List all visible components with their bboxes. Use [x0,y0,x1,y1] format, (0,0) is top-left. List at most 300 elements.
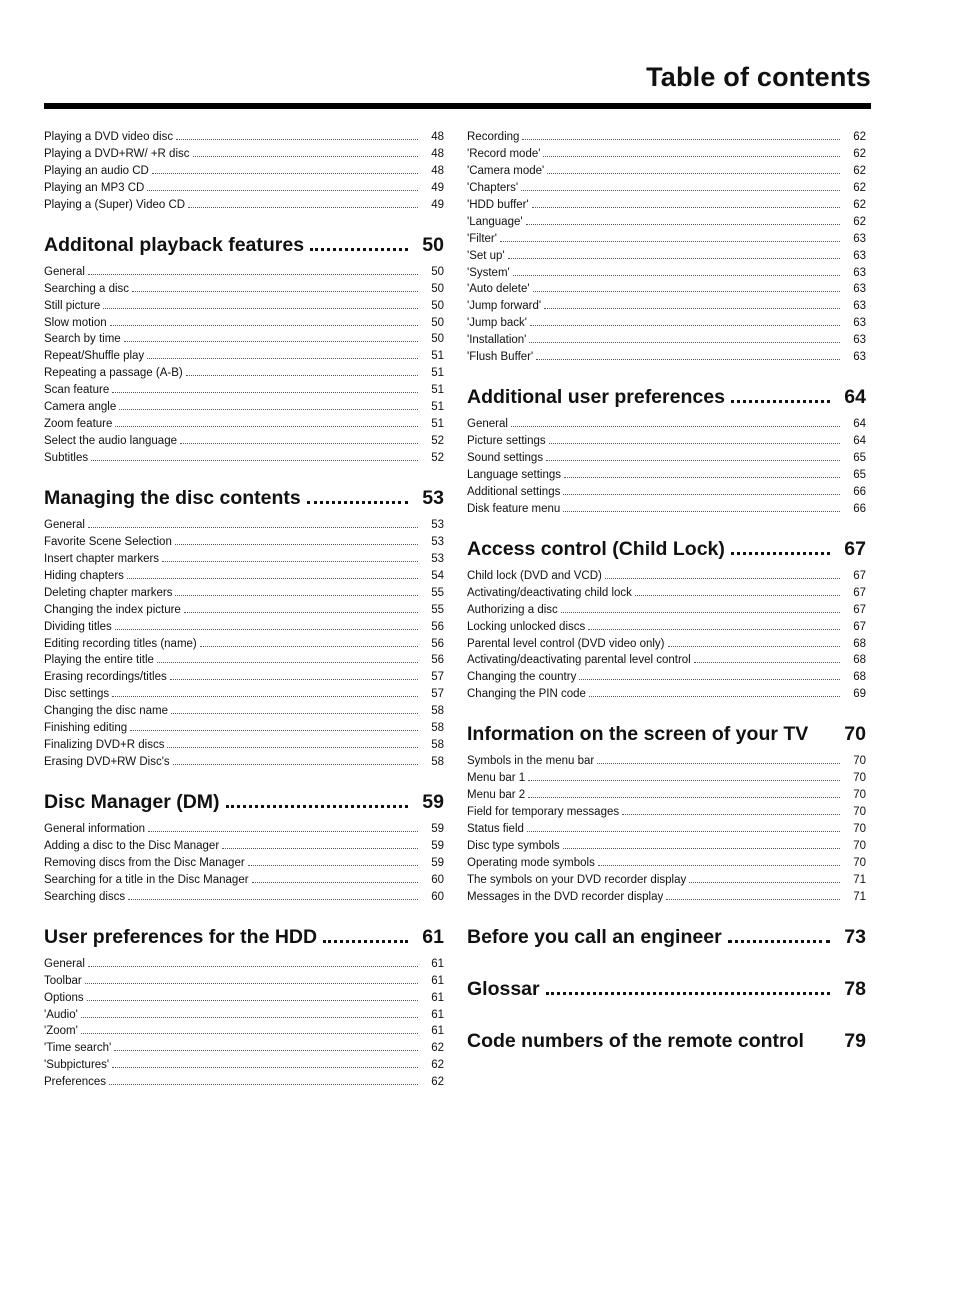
dot-leader [119,408,418,410]
toc-entry-page: 49 [431,181,444,194]
dot-leader [112,695,418,697]
dot-leader [605,577,840,579]
toc-entry-page: 51 [431,384,444,397]
toc-entry-page: 62 [853,147,866,160]
toc-entry[interactable] [467,770,866,787]
toc-entry-label: Erasing DVD+RW Disc's [44,756,170,769]
toc-entry[interactable] [467,332,866,349]
toc-entry-page: 70 [853,856,866,869]
dot-leader [147,189,418,191]
toc-entry-page: 50 [431,265,444,278]
section-dot-leader [307,499,409,504]
toc-entry-page: 58 [431,756,444,769]
toc-entry[interactable] [44,669,444,686]
toc-entry[interactable] [44,534,444,551]
toc-entry[interactable] [467,298,866,315]
toc-entry[interactable] [44,1057,444,1074]
toc-entry[interactable] [44,416,444,433]
toc-entry-page: 56 [431,620,444,633]
toc-entry-page: 65 [853,468,866,481]
section-page: 78 [844,977,866,1000]
toc-entry-label: Search by time [44,333,121,346]
toc-entry[interactable] [44,129,444,146]
toc-entry-page: 62 [431,1076,444,1089]
dot-leader [248,864,418,866]
toc-entry-page: 62 [853,164,866,177]
toc-entry-label: General [467,418,508,431]
section-title: Additonal playback features [44,233,305,256]
section-dot-leader [808,738,844,740]
dot-leader [162,560,418,562]
dot-leader [127,577,418,579]
dot-leader [186,374,418,376]
toc-entry[interactable] [467,416,866,433]
toc-entry-label: Editing recording titles (name) [44,637,197,650]
dot-leader [564,476,840,478]
toc-entry-label: Playing an MP3 CD [44,181,145,194]
toc-entry-page: 68 [853,654,866,667]
section-page: 73 [844,925,866,948]
toc-entry[interactable] [467,804,866,821]
toc-entry-page: 63 [853,317,866,330]
spacer [467,1002,866,1028]
dot-leader [85,982,418,984]
toc-entry-label: Sound settings [467,452,544,464]
toc-entry-page: 58 [431,705,444,718]
toc-entry-page: 57 [431,671,444,684]
dot-leader [81,1032,418,1034]
toc-entry[interactable] [44,737,444,754]
toc-entry[interactable] [44,382,444,399]
toc-entry[interactable] [467,197,866,214]
toc-entry[interactable] [467,349,866,366]
toc-entry[interactable] [44,146,444,163]
toc-entry-label: General [44,957,85,970]
dot-leader [88,965,418,967]
toc-entry-label: 'Jump back' [467,317,527,330]
toc-entry[interactable] [467,433,866,450]
dot-leader [522,138,840,140]
toc-entry[interactable] [44,517,444,534]
toc-entry[interactable] [44,973,444,990]
dot-leader [561,611,840,613]
dot-leader [543,155,840,157]
section-title: User preferences for the HDD [44,925,318,948]
toc-entry-label: Playing the entire title [44,654,154,667]
toc-entry-page: 53 [431,518,444,531]
toc-entry[interactable] [44,331,444,348]
dot-leader [536,358,840,360]
section-page: 61 [422,925,444,948]
toc-entry-page: 63 [853,300,866,313]
toc-entry[interactable] [467,467,866,484]
dot-leader [175,543,418,545]
dot-leader [173,763,418,765]
toc-entry-label: Repeating a passage (A-B) [44,367,183,380]
toc-entry[interactable] [44,1040,444,1057]
toc-entry[interactable] [44,399,444,416]
dot-leader [112,1066,418,1068]
toc-entry-page: 70 [853,755,866,768]
section-dot-leader [731,550,830,555]
section-dot-leader [546,990,831,995]
toc-entry[interactable] [44,652,444,669]
toc-entry-label: Messages in the DVD recorder display [467,890,664,903]
toc-section-heading[interactable] [44,232,444,258]
dot-leader [115,628,418,630]
toc-section-heading[interactable] [467,1028,866,1054]
toc-entry-label: 'Filter' [467,232,497,245]
toc-entry-label: Playing a DVD video disc [44,131,174,143]
dot-leader [147,357,418,359]
dot-leader [513,274,840,276]
toc-column-left [44,129,444,1091]
toc-entry-page: 50 [431,299,444,312]
toc-entry[interactable] [467,652,866,669]
section-page: 64 [844,386,866,409]
dot-leader [668,645,840,647]
toc-entry-label: Field for temporary messages [467,806,620,819]
toc-entry[interactable] [467,180,866,197]
toc-entry-page: 67 [853,620,866,633]
toc-entry-page: 62 [853,198,866,211]
dot-leader [546,459,840,461]
toc-entry[interactable] [44,703,444,720]
toc-entry[interactable] [467,602,866,619]
toc-entry-page: 69 [853,688,866,701]
toc-entry[interactable] [44,281,444,298]
toc-entry[interactable] [467,838,866,855]
section-dot-leader [323,938,408,943]
toc-entry-label: 'Language' [467,215,523,228]
toc-section-heading[interactable] [467,384,866,410]
toc-entry-label: Searching a disc [44,282,130,295]
toc-entry-label: Dividing titles [44,620,112,633]
toc-entry[interactable] [44,568,444,585]
toc-entry[interactable] [467,129,866,146]
toc-entry-page: 62 [853,131,866,143]
toc-entry-page: 64 [853,435,866,448]
toc-entry[interactable] [467,669,866,686]
dot-leader [110,324,418,326]
toc-entry[interactable] [44,889,444,906]
toc-entry-page: 67 [853,569,866,582]
toc-entry-page: 48 [431,164,444,177]
toc-entry[interactable] [44,348,444,365]
dot-leader [588,628,840,630]
toc-entry-label: Removing discs from the Disc Manager [44,856,245,869]
dot-leader [91,459,418,461]
toc-entry[interactable] [467,248,866,265]
spacer [467,703,866,721]
dot-leader [109,1083,418,1085]
toc-entry-label: General [44,265,85,278]
toc-entry-page: 52 [431,452,444,464]
toc-entry[interactable] [44,838,444,855]
section-title: Disc Manager (DM) [44,791,220,813]
toc-entry-page: 63 [853,249,866,262]
toc-entry[interactable] [44,956,444,973]
toc-entry[interactable] [44,551,444,568]
toc-entry[interactable] [44,180,444,197]
toc-entry-page: 60 [431,890,444,903]
section-title: Glossar [467,977,540,1000]
dot-leader [694,661,840,663]
toc-entry-label: 'Jump forward' [467,300,542,313]
toc-entry-page: 63 [853,232,866,245]
section-page: 59 [422,791,444,813]
section-title: Access control (Child Lock) [467,537,725,560]
dot-leader [579,678,840,680]
toc-entry-label: Authorizing a disc [467,603,558,616]
dot-leader [532,206,840,208]
spacer [44,214,444,232]
toc-entry[interactable] [467,281,866,298]
toc-entry[interactable] [44,855,444,872]
spacer [467,906,866,924]
toc-entry[interactable] [44,636,444,653]
toc-entry-label: Language settings [467,468,561,481]
section-dot-leader [310,246,408,251]
dot-leader [103,307,418,309]
toc-entry[interactable] [44,720,444,737]
toc-entry-page: 70 [853,772,866,785]
section-title: Code numbers of the remote control [467,1029,804,1052]
toc-entry[interactable] [467,585,866,602]
toc-entry-page: 58 [431,722,444,735]
toc-entry[interactable] [467,872,866,889]
toc-entry[interactable] [44,197,444,214]
toc-entry[interactable] [467,821,866,838]
toc-entry-page: 61 [431,974,444,987]
toc-entry[interactable] [44,619,444,636]
toc-entry[interactable] [467,265,866,282]
toc-entry-label: Recording [467,131,520,143]
dot-leader [526,223,840,225]
spacer [44,467,444,485]
toc-entry[interactable] [467,231,866,248]
dot-leader [88,526,418,528]
section-title: Managing the disc contents [44,486,301,509]
dot-leader [563,847,840,849]
toc-entry-page: 62 [431,1042,444,1055]
toc-entry-page: 59 [431,823,444,835]
toc-entry-label: Additional settings [467,485,561,498]
dot-leader [589,695,840,697]
toc-entry[interactable] [44,315,444,332]
spacer [467,950,866,976]
dot-leader [88,273,418,275]
dot-leader [184,611,418,613]
dot-leader [87,999,418,1001]
toc-entry-label: Symbols in the menu bar [467,755,595,768]
toc-entry-page: 63 [853,266,866,279]
toc-entry[interactable] [44,821,444,838]
dot-leader [115,425,418,427]
dot-leader [132,290,418,292]
toc-entry[interactable] [467,163,866,180]
toc-entry-label: Searching for a title in the Disc Manager [44,873,249,886]
toc-entry[interactable] [467,686,866,703]
dot-leader [124,340,418,342]
toc-entry[interactable] [44,365,444,382]
dot-leader [547,172,840,174]
dot-leader [622,813,840,815]
toc-entry-label: Repeat/Shuffle play [44,350,145,363]
toc-entry-label: 'Record mode' [467,147,541,160]
dot-leader [528,796,840,798]
toc-entry-label: Child lock (DVD and VCD) [467,569,602,582]
toc-entry-page: 63 [853,334,866,347]
toc-entry[interactable] [44,872,444,889]
toc-entry-label: 'Camera mode' [467,164,545,177]
toc-entry-label: Insert chapter markers [44,552,160,565]
toc-entry[interactable] [44,754,444,771]
toc-entry-label: Searching discs [44,890,126,903]
toc-entry[interactable] [44,163,444,180]
toc-entry[interactable] [44,264,444,281]
toc-section-heading[interactable] [467,976,866,1002]
toc-entry-label: Slow motion [44,316,107,329]
toc-entry[interactable] [44,602,444,619]
toc-entry[interactable] [467,619,866,636]
toc-entry-label: Still picture [44,299,101,312]
dot-leader [200,645,418,647]
section-page: 50 [422,233,444,256]
toc-entry[interactable] [467,889,866,906]
toc-entry-page: 64 [853,418,866,431]
toc-entry-page: 53 [431,552,444,565]
dot-leader [114,1049,418,1051]
dot-leader [152,172,418,174]
dot-leader [508,257,840,259]
toc-entry-label: Menu bar 1 [467,772,526,785]
toc-entry-label: Deleting chapter markers [44,586,173,599]
toc-entry-page: 56 [431,637,444,650]
toc-entry-label: 'HDD buffer' [467,198,529,211]
toc-entry[interactable] [44,1007,444,1024]
toc-entry-label: Finishing editing [44,722,128,735]
toc-entry[interactable] [44,450,444,467]
toc-section-heading[interactable] [467,536,866,562]
toc-entry[interactable] [44,990,444,1007]
toc-entry-label: Changing the index picture [44,603,181,616]
toc-entry[interactable] [44,1074,444,1091]
toc-entry[interactable] [44,585,444,602]
toc-section-heading[interactable] [44,789,444,815]
toc-entry-page: 59 [431,839,444,852]
dot-leader [130,729,418,731]
toc-entry[interactable] [467,753,866,770]
toc-entry[interactable] [44,433,444,450]
toc-entry-page: 71 [853,890,866,903]
toc-entry-page: 63 [853,351,866,364]
dot-leader [193,155,418,157]
section-page: 67 [844,537,866,560]
toc-entry-label: Toolbar [44,974,82,987]
toc-entry[interactable] [44,1023,444,1040]
dot-leader [175,594,418,596]
toc-entry-label: General information [44,823,145,835]
toc-entry-page: 59 [431,856,444,869]
toc-entry-label: Parental level control (DVD video only) [467,637,665,650]
dot-leader [252,881,418,883]
section-dot-leader [728,938,831,943]
spacer [44,906,444,924]
toc-entry-page: 50 [431,333,444,346]
toc-entry-label: Activating/deactivating child lock [467,586,632,599]
toc-entry-page: 70 [853,789,866,802]
toc-entry-page: 70 [853,806,866,819]
toc-section-heading[interactable] [44,924,444,950]
toc-entry[interactable] [467,568,866,585]
toc-entry[interactable] [467,450,866,467]
toc-entry-label: Changing the country [467,671,577,684]
toc-entry[interactable] [467,501,866,518]
toc-entry[interactable] [467,484,866,501]
toc-entry-label: Preferences [44,1076,107,1089]
dot-leader [157,661,418,663]
toc-section-heading[interactable] [467,721,866,747]
toc-section-heading[interactable] [44,485,444,511]
toc-entry-page: 49 [431,198,444,211]
toc-entry[interactable] [467,214,866,231]
toc-entry[interactable] [467,787,866,804]
toc-entry[interactable] [44,298,444,315]
toc-entry-label: Disk feature menu [467,502,561,515]
toc-entry[interactable] [467,636,866,653]
toc-entry-page: 67 [853,603,866,616]
toc-entry-page: 55 [431,586,444,599]
toc-entry-label: Menu bar 2 [467,789,526,802]
toc-entry[interactable] [467,146,866,163]
toc-entry-page: 67 [853,586,866,599]
dot-leader [148,830,418,832]
toc-entry-label: Changing the PIN code [467,688,586,701]
toc-entry-label: Scan feature [44,384,110,397]
toc-entry-label: 'Subpictures' [44,1059,110,1072]
toc-entry-label: Operating mode symbols [467,856,595,869]
toc-entry[interactable] [467,855,866,872]
toc-entry-label: Options [44,991,84,1004]
dot-leader [533,290,840,292]
toc-entry-label: Playing a DVD+RW/ +R disc [44,147,190,160]
toc-entry-page: 51 [431,401,444,414]
toc-entry-page: 70 [853,839,866,852]
toc-entry-label: Finalizing DVD+R discs [44,739,165,752]
toc-entry-label: 'Time search' [44,1042,112,1055]
toc-entry[interactable] [467,315,866,332]
toc-entry[interactable] [44,686,444,703]
toc-entry-page: 71 [853,873,866,886]
toc-entry-page: 61 [431,957,444,970]
toc-entry-page: 48 [431,131,444,143]
dot-leader [222,847,418,849]
page-title: Table of contents [646,62,871,92]
toc-entry-label: Playing a (Super) Video CD [44,198,186,211]
toc-entry-label: Disc type symbols [467,839,560,852]
section-page: 70 [844,723,866,746]
toc-entry-label: 'Audio' [44,1008,78,1021]
toc-entry-page: 65 [853,452,866,464]
toc-entry-label: 'Auto delete' [467,283,530,296]
toc-entry-label: Hiding chapters [44,569,124,582]
toc-entry-label: 'Flush Buffer' [467,351,534,364]
toc-entry-page: 61 [431,1008,444,1021]
dot-leader [176,138,418,140]
dot-leader [170,678,418,680]
toc-section-heading[interactable] [467,924,866,950]
